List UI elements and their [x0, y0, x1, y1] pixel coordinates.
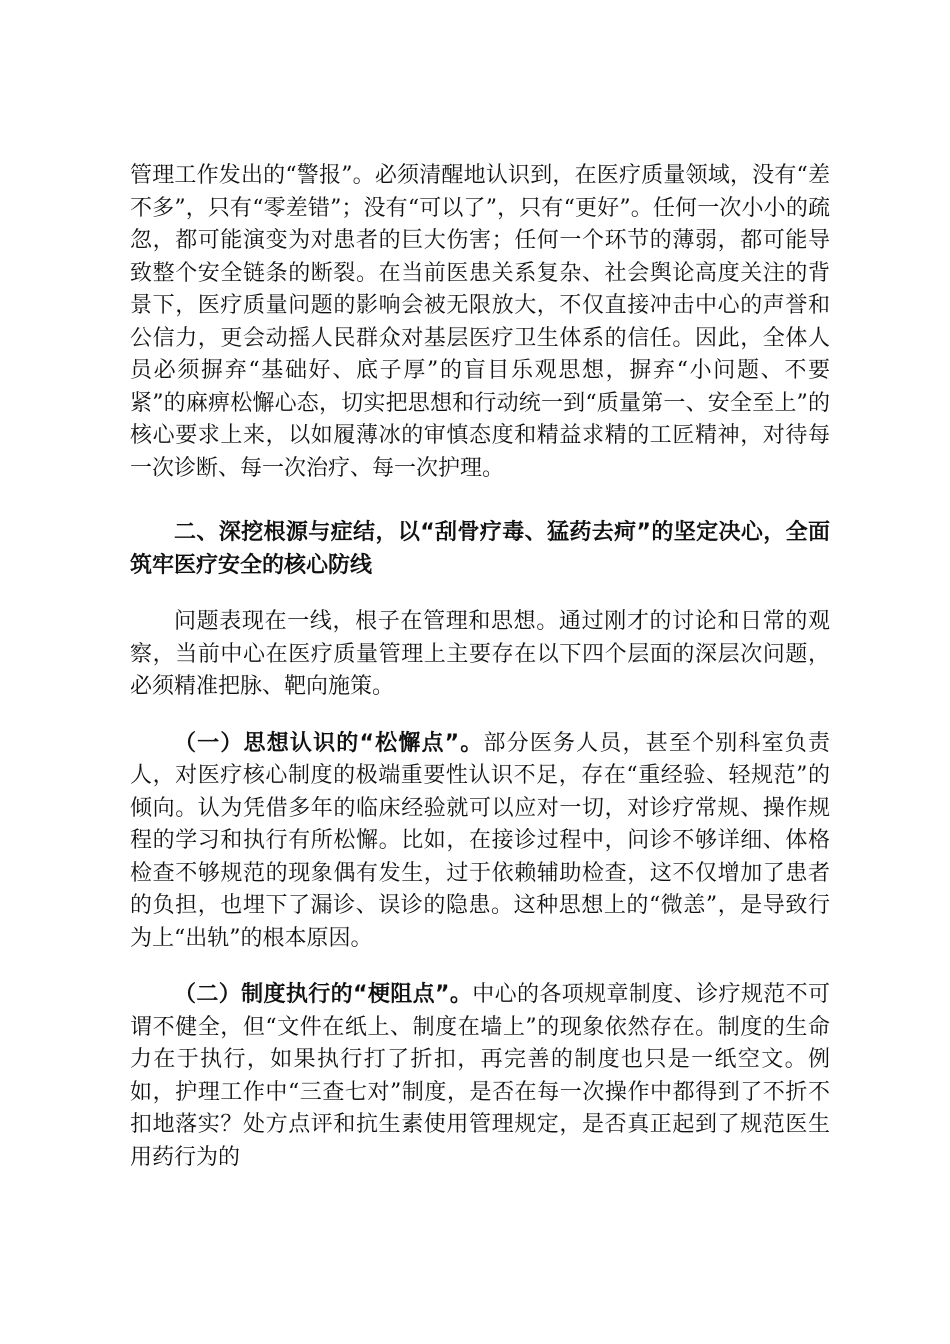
section-heading-2: 二、深挖根源与症结，以“刮骨疗毒、猛药去疴”的坚定决心，全面筑牢医疗安全的核心防线	[130, 520, 830, 578]
subsection-1	[130, 728, 830, 956]
subsection-2-body: 中心的各项规章制度、诊疗规范不可谓不健全，但“文件在纸上、制度在墙上”的现象依然存在。制度的生命力在于执行，如果执行打了折扣，再完善的制度也只是一纸空文。例如，护理工作中“三查七对”制度，是否在每一次操作中都得到了不折不扣地落实？处方点评和抗生素使用管理规定，是否真正起到了规范医生用药行为的	[130, 982, 830, 1170]
paragraph-continuation: 管理工作发出的“警报”。必须清醒地认识到，在医疗质量领域，没有“差不多”，只有“零差错”；没有“可以了”，只有“更好”。任何一次小小的疏忽，都可能演变为对患者的巨大伤害；任何一个环节的薄弱，都可能导致整个安全链条的断裂。在当前医患关系复杂、社会舆论高度关注的背景下，医疗质量问题的影响会被无限放大，不仅直接冲击中心的声誉和公信力，更会动摇人民群众对基层医疗卫生体系的信任。因此，全体人员必须摒弃“基础好、底子厚”的盲目乐观思想，摒弃“小问题、不要紧”的麻痹松懈心态，切实把思想和行动统一到“质量第一、安全至上”的核心要求上来，以如履薄冰的审慎态度和精益求精的工匠精神，对待每一次诊断、每一次治疗、每一次护理。	[130, 163, 830, 481]
subsection-1-body: 部分医务人员，甚至个别科室负责人，对医疗核心制度的极端重要性认识不足，存在“重经验、轻规范”的倾向。认为凭借多年的临床经验就可以应对一切，对诊疗常规、操作规程的学习和执行有所松懈。比如，在接诊过程中，问诊不够详细、体格检查不够规范的现象偶有发生，过于依赖辅助检查，这不仅增加了患者的负担，也埋下了漏诊、误诊的隐患。这种思想上的“微恙”，是导致行为上“出轨”的根本原因。	[130, 730, 830, 951]
subsection-2-title: （二）制度执行的“梗阻点”。	[174, 982, 473, 1007]
subsection-1-title: （一）思想认识的“松懈点”。	[174, 730, 484, 756]
subsection-2	[130, 979, 830, 1174]
paragraph-problems-intro: 问题表现在一线，根子在管理和思想。通过刚才的讨论和日常的观察，当前中心在医疗质量管理上主要存在以下四个层面的深层次问题，必须精准把脉、靶向施策。	[130, 609, 830, 699]
document-page	[130, 160, 830, 1174]
